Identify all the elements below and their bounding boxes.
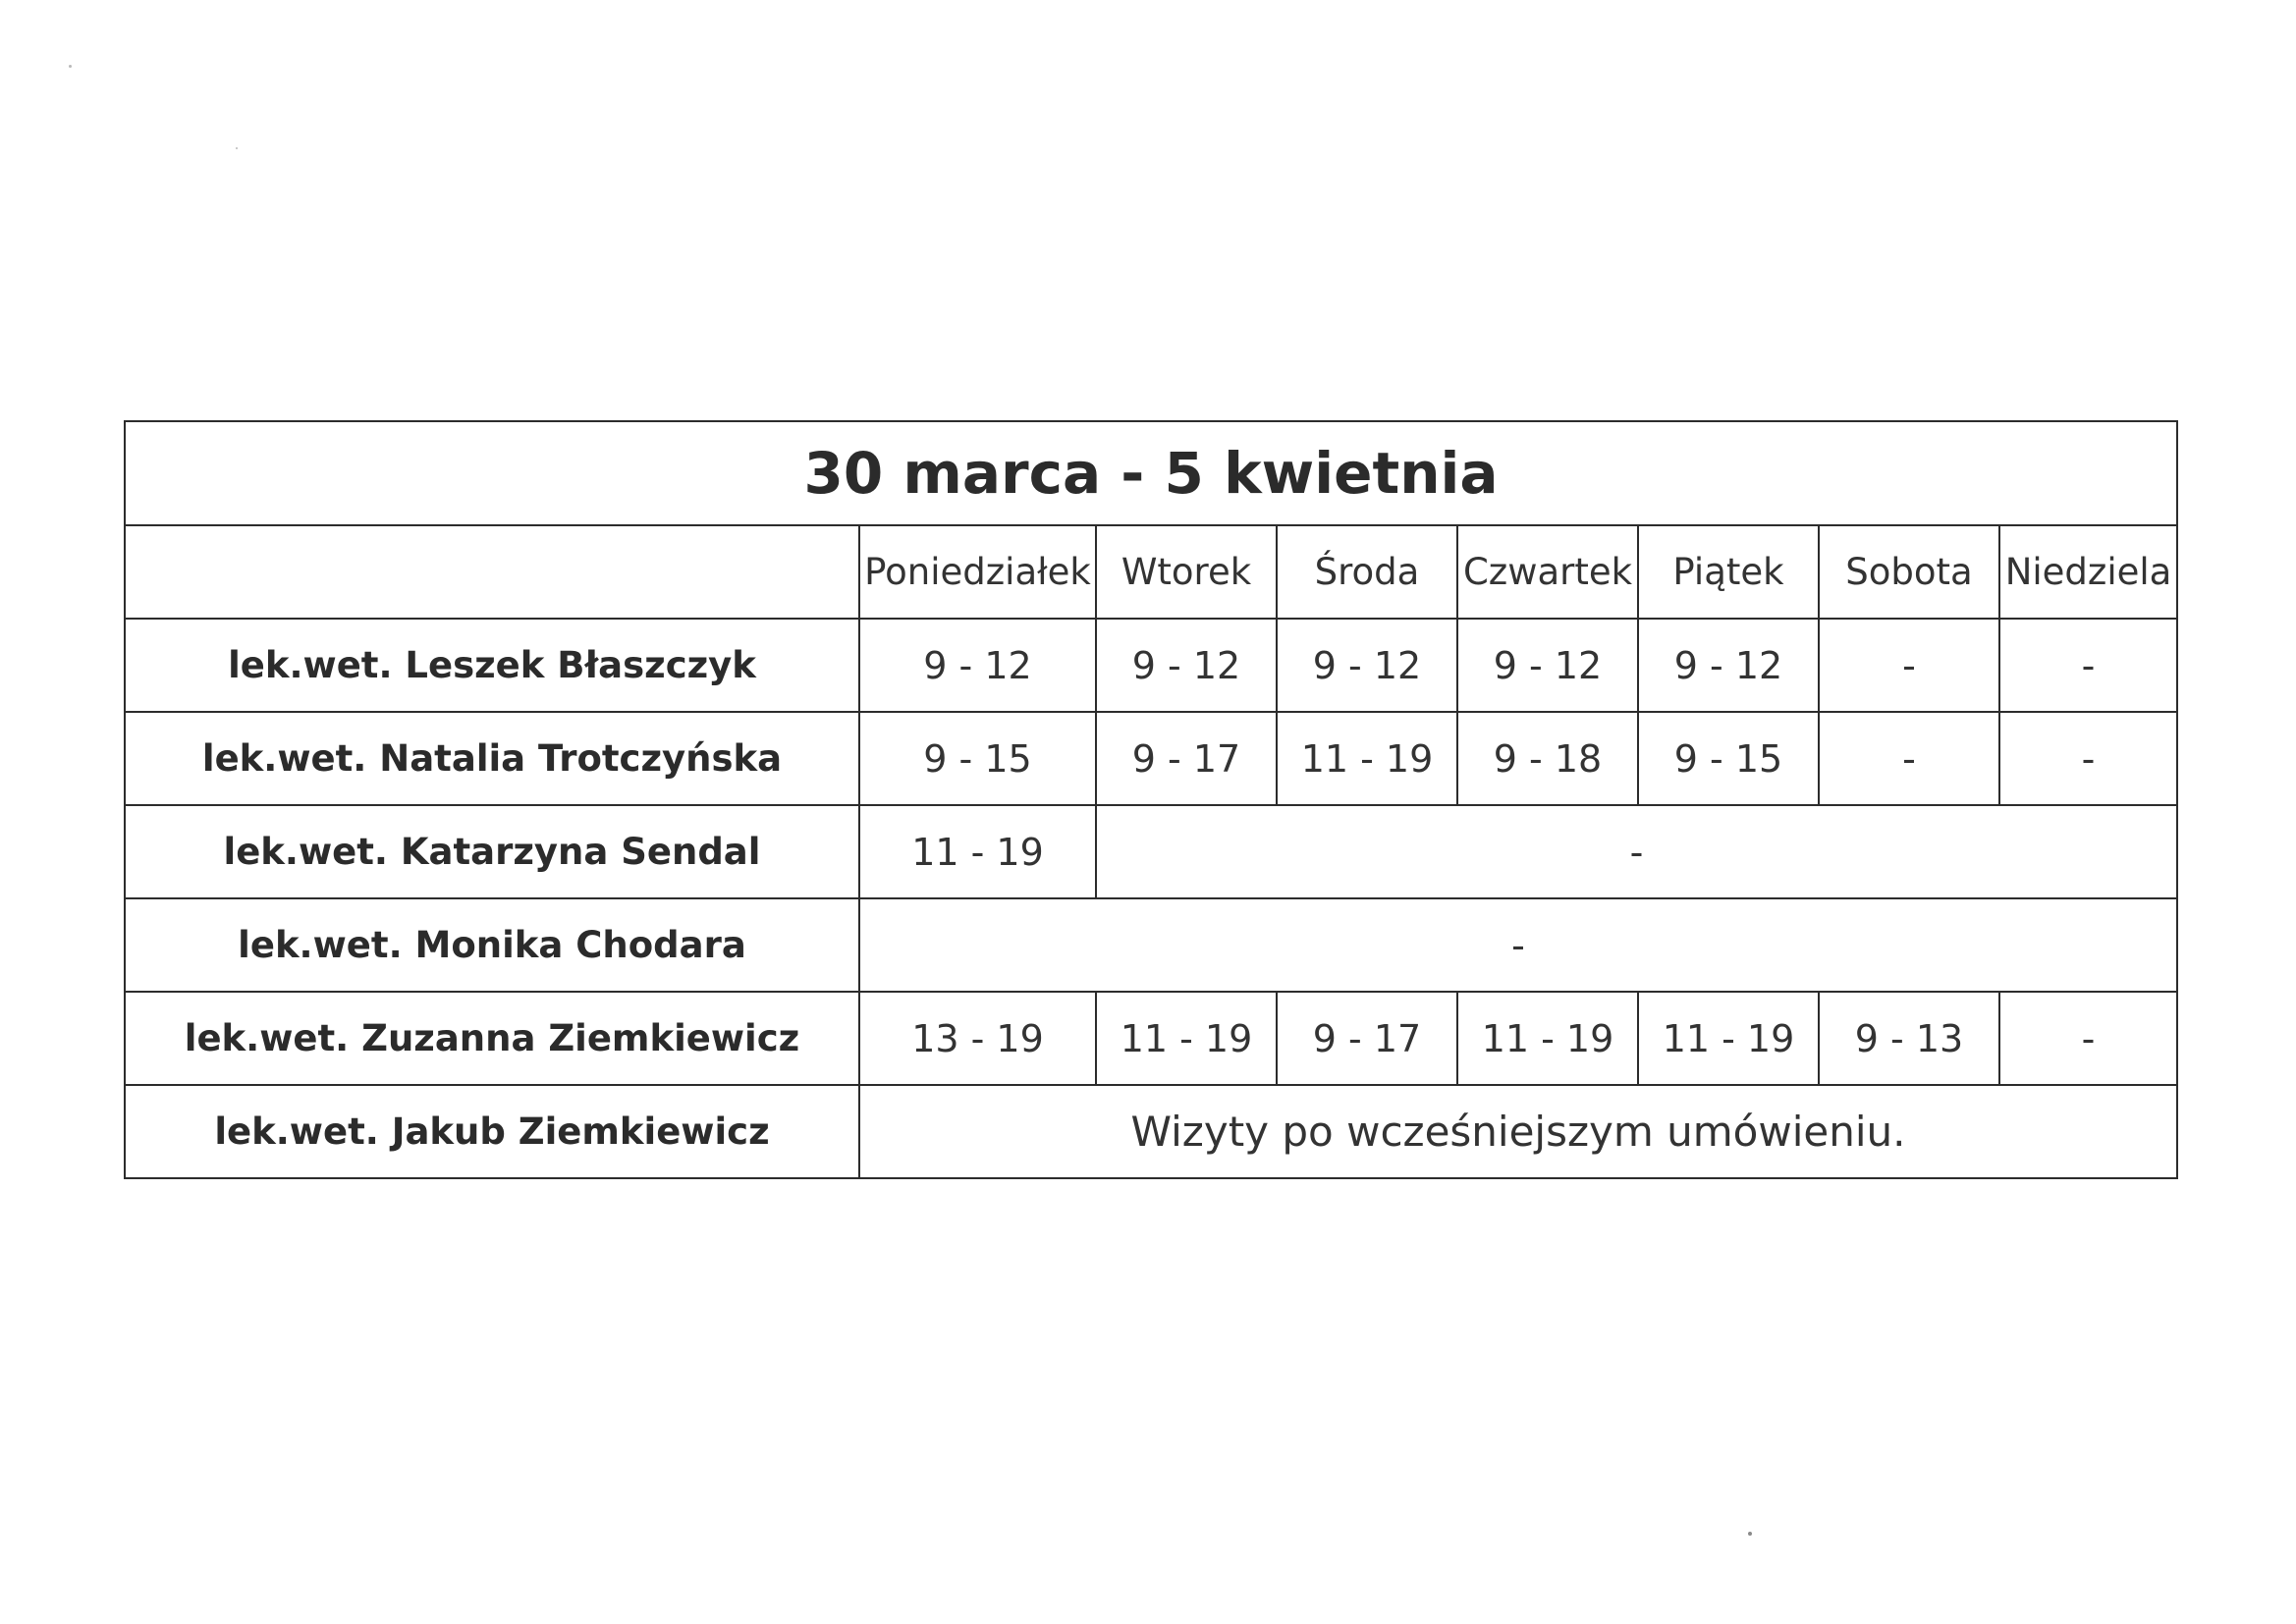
hours-cell: 11 - 19 [1096, 992, 1277, 1085]
hours-cell: - [1999, 992, 2177, 1085]
hours-cell: 9 - 13 [1819, 992, 1999, 1085]
vet-row [125, 712, 2177, 805]
hours-cell: 11 - 19 [859, 805, 1096, 898]
header-corner-cell [125, 525, 859, 619]
scan-speck [1748, 1532, 1752, 1536]
vet-row [125, 992, 2177, 1085]
schedule-title: 30 marca - 5 kwietnia [125, 421, 2177, 525]
hours-cell: - [1999, 712, 2177, 805]
vet-row [125, 1085, 2177, 1178]
hours-cell: - [1819, 712, 1999, 805]
day-header-1: Poniedziałek [859, 525, 1096, 619]
hours-cell: - [1999, 619, 2177, 712]
day-header-4: Czwartek [1457, 525, 1638, 619]
vet-row [125, 898, 2177, 992]
hours-cell: 9 - 12 [859, 619, 1096, 712]
hours-cell: 9 - 12 [1096, 619, 1277, 712]
hours-cell: 11 - 19 [1277, 712, 1457, 805]
scan-speck [69, 65, 72, 68]
title-row [125, 421, 2177, 525]
hours-cell: - [1819, 619, 1999, 712]
hours-cell: 9 - 17 [1096, 712, 1277, 805]
vet-name: lek.wet. Jakub Ziemkiewicz [125, 1085, 859, 1178]
hours-cell: 11 - 19 [1638, 992, 1819, 1085]
hours-cell: 9 - 12 [1277, 619, 1457, 712]
hours-cell: 11 - 19 [1457, 992, 1638, 1085]
hours-cell: 9 - 15 [1638, 712, 1819, 805]
hours-merged-cell: Wizyty po wcześniejszym umówieniu. [859, 1085, 2177, 1178]
hours-cell: 9 - 15 [859, 712, 1096, 805]
hours-merged-cell: - [859, 898, 2177, 992]
vet-row [125, 805, 2177, 898]
hours-cell: 9 - 12 [1457, 619, 1638, 712]
hours-cell: 9 - 18 [1457, 712, 1638, 805]
scan-speck [236, 147, 238, 149]
hours-merged-cell: - [1096, 805, 2177, 898]
hours-cell: 9 - 17 [1277, 992, 1457, 1085]
vet-name: lek.wet. Zuzanna Ziemkiewicz [125, 992, 859, 1085]
schedule-table [124, 420, 2178, 1179]
vet-name: lek.wet. Monika Chodara [125, 898, 859, 992]
hours-cell: 13 - 19 [859, 992, 1096, 1085]
day-header-7: Niedziela [1999, 525, 2177, 619]
day-header-3: Środa [1277, 525, 1457, 619]
hours-cell: 9 - 12 [1638, 619, 1819, 712]
day-header-2: Wtorek [1096, 525, 1277, 619]
vet-name: lek.wet. Katarzyna Sendal [125, 805, 859, 898]
day-header-6: Sobota [1819, 525, 1999, 619]
vet-name: lek.wet. Natalia Trotczyńska [125, 712, 859, 805]
vet-row [125, 619, 2177, 712]
vet-name: lek.wet. Leszek Błaszczyk [125, 619, 859, 712]
day-header-5: Piątek [1638, 525, 1819, 619]
day-header-row [125, 525, 2177, 619]
